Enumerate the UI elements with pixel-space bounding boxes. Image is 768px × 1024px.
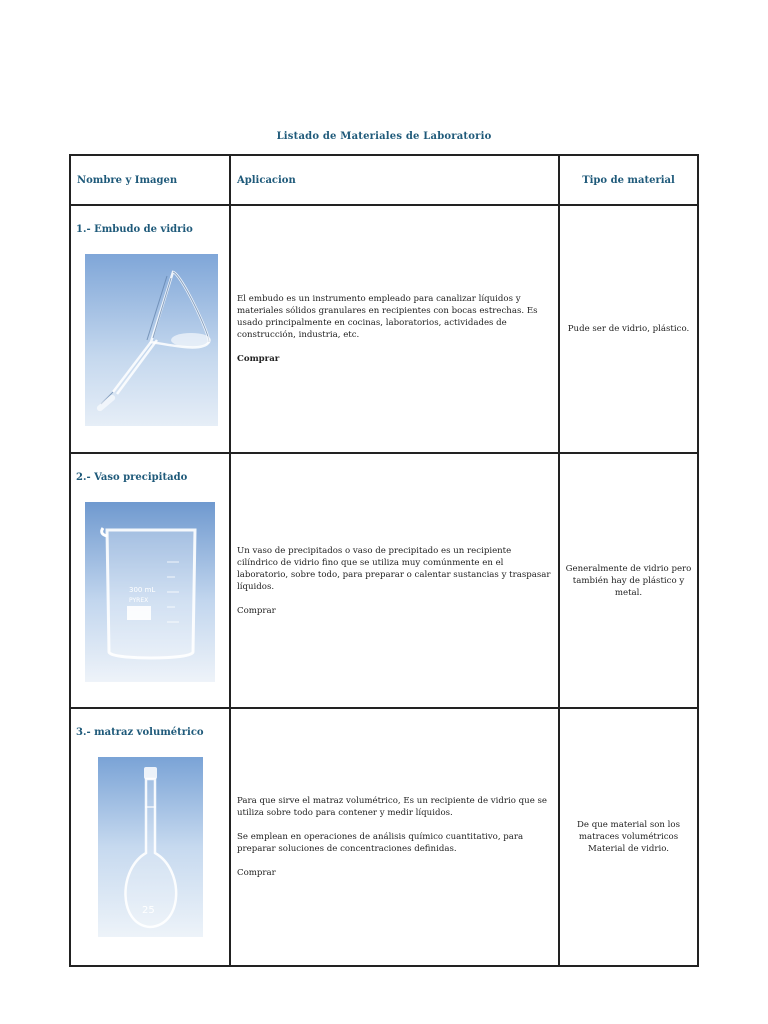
material-cell [560,709,697,965]
beaker-brand-label: PYREX [129,597,149,604]
material-cell [560,206,697,452]
table-row [71,454,697,709]
application-cell [231,709,560,965]
item-name: 3.- matraz volumétrico [76,727,204,738]
header-cell-name [71,156,231,204]
beaker-image [85,502,215,682]
description-paragraph: El embudo es un instrumento empleado para canalizar líquidos y materiales sólidos granulares en recipientes con bocas estrechas. Es usado principalmente en cocinas, laboratorios, actividades de construcción, industria, etc. [237,294,538,340]
materials-table [69,154,699,967]
header-cell-application [231,156,560,204]
header-name-image: Nombre y Imagen [77,174,178,186]
table-row [71,206,697,454]
item-name: 1.- Embudo de vidrio [76,224,193,235]
funnel-image [85,254,218,426]
application-cell [231,206,560,452]
description-paragraph: Se emplean en operaciones de análisis químico cuantitativo, para preparar soluciones de concentraciones definidas. [237,832,524,854]
header-cell-material [560,156,697,204]
material-text: Generalmente de vidrio pero también hay de plástico y metal. [565,563,692,598]
application-text [237,206,554,452]
description-paragraph: Para que sirve el matraz volumétrico, Es un recipiente de vidrio que se utiliza sobre todo para contener y medir líquidos. [237,796,548,818]
item-cell [71,454,231,707]
table-header-row [71,156,697,206]
item-cell [71,206,231,452]
flask-capacity-label: 25 [142,905,155,916]
buy-link[interactable]: Comprar [237,605,276,616]
application-text [237,454,554,707]
volumetric-flask-image [98,757,203,937]
material-cell [560,454,697,707]
application-text [237,709,554,965]
item-name: 2.- Vaso precipitado [76,472,188,483]
buy-link[interactable]: Comprar [237,868,276,878]
item-cell [71,709,231,965]
buy-link[interactable]: Comprar [237,354,280,364]
material-text: De que material son los matraces volumétricos Material de vidrio. [576,820,681,854]
material-text: Pude ser de vidrio, plástico. [567,324,690,334]
header-application: Aplicacion [237,174,296,186]
document-title: Listado de Materiales de Laboratorio [276,131,492,142]
header-material-type: Tipo de material [582,174,675,186]
beaker-capacity-label: 300 mL [129,586,156,594]
table-row [71,709,697,965]
application-cell [231,454,560,707]
description-paragraph: Un vaso de precipitados o vaso de precipitado es un recipiente cilíndrico de vidrio fino que se utiliza muy comúnmente en el laboratorio, sobre todo, para preparar o calentar sustancias y traspasar líquidos. [237,545,551,592]
